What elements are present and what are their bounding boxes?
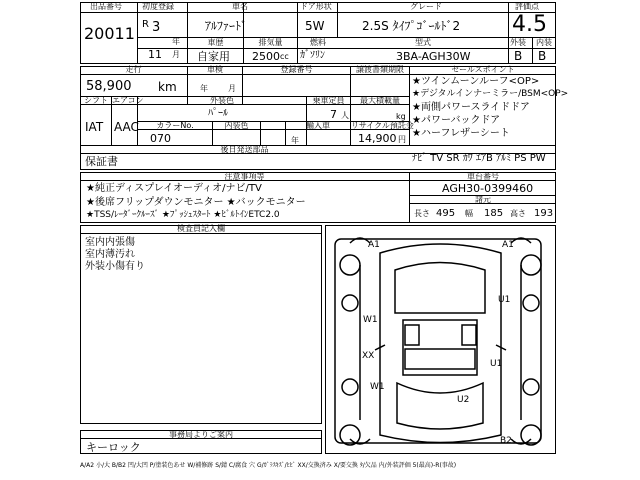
sales-point: ★両側パワースライドドア [412,102,530,113]
cc-unit: cc [280,52,289,61]
usage-label: 車歴 [207,38,224,47]
load-unit: kg [396,112,406,121]
office-label: 事務局よりご案内 [169,430,233,439]
recycle-label: リサイクル預託金 [351,121,414,130]
damage-mark: B2 [500,436,512,446]
model: 3BA-AGH30W [396,50,471,63]
int-color-label: 内装色 [224,121,249,130]
cc: 2500 [252,50,280,63]
notes-label: 注意事項等 [224,172,265,181]
door: 5W [305,19,325,33]
height: 193 [534,208,554,219]
dims-label: 諸元 [475,195,491,204]
fuel: ｶﾞｿﾘﾝ [300,50,325,61]
fuel-label: 燃料 [310,38,326,47]
chassis-label: 車台番号 [467,172,499,181]
length: 495 [436,208,456,219]
ext-label: 外装 [510,38,526,47]
capacity: 7 [330,108,337,121]
model-label: 型式 [415,38,431,47]
inspector-label: 検査員記入欄 [177,224,225,233]
car-diagram [325,225,556,454]
parts: 保証書 [85,155,118,168]
sales-point: ★ハーフレザーシート [412,128,510,139]
insp-month-unit: 月 [228,84,236,93]
capacity-unit: 人 [341,111,349,120]
damage-mark: W1 [370,382,385,392]
transfer-label: 譲渡書類期限 [356,65,404,74]
lot-no-label: 出品番号 [90,2,122,11]
sales-point: ★デジタルインナーミラー/BSM<OP> [412,89,569,99]
shift-label: シフト [84,96,108,105]
damage-mark: XX [362,351,375,361]
import-unit: 年 [291,136,299,145]
lot-no: 20011 [84,24,135,43]
sales-points [412,77,568,142]
car-name: ｱﾙﾌｧｰﾄﾞ [205,19,248,33]
insp-year-unit: 年 [200,84,208,93]
sales-label: セールスポイント [451,65,515,74]
chassis: AGH30-0399460 [442,182,534,195]
damage-mark: U1 [498,295,511,305]
ext-score: B [514,49,523,63]
inspector-line: 外装小傷有り [85,261,145,272]
score: 4.5 [512,12,547,37]
vehicle-insp-label: 車検 [207,65,223,74]
year-unit: 年 [172,37,180,46]
sales-point: ★ツインムーンルーフ<OP> [412,76,540,87]
mileage: 58,900 [86,79,132,94]
recycle: 14,900 [358,132,397,145]
width-label: 幅 [465,209,473,218]
month: 11 [148,48,162,61]
int-score: B [538,49,547,63]
mileage-label: 走行 [125,65,142,74]
equipment: ﾅﾋﾞ TV SR ｶﾜ ｴｱB ｱﾙﾐ PS PW [412,153,546,164]
legend-footer: A/A2 小/大 B/B2 凹/大凹 P/塗装色あせ W/補修跡 S/錆 C/腐食 穴 G/ｶﾞﾗｽｷｽﾞ/ﾋﾋﾞ XX/交換済み X/要交換 ﾀ/欠品 内/外装評価 5(最高)-R(事故) [80,462,457,469]
recycle-unit: 円 [398,135,406,144]
first-reg-label: 初度登録 [142,2,174,11]
door-label: ドア形状 [300,2,332,11]
ac-label: エアコン [112,96,144,105]
damage-mark: A1 [502,240,514,250]
width: 185 [484,208,504,219]
score-label: 評価点 [515,2,539,11]
color-no-label: カラーNo. [156,121,194,130]
length-label: 長さ [414,209,430,218]
year: 3 [152,20,161,35]
office: キーロック [86,441,141,454]
grade: 2.5S ﾀｲﾌﾟｺﾞｰﾙﾄﾞ2 [362,19,461,33]
damage-mark: U2 [457,395,470,405]
damage-mark: A1 [368,240,380,250]
capacity-label: 乗車定員 [312,96,345,105]
color-label: 外装色 [210,96,234,105]
note-line: ★TSS/ﾚｰﾀﾞｰｸﾙｰｽﾞ ★ﾌﾟｯｼｭｽﾀｰﾄ ★ﾋﾞﾙﾄｲﾝETC2.0 [86,210,280,220]
reg-no-label: 登録番号 [280,65,313,74]
sales-point: ★パワーバックドア [412,115,501,126]
usage: 自家用 [197,50,230,63]
damage-mark: W1 [363,315,378,325]
cc-label: 排気量 [258,38,283,47]
inspector-line: 室内内張傷 [85,237,135,248]
inspector-line: 室内薄汚れ [85,249,135,260]
note-line: ★後席フリップダウンモニター ★バックモニター [86,197,306,208]
load-label: 最大積載量 [360,96,400,105]
month-unit: 月 [172,50,180,59]
damage-mark: U1 [490,359,503,369]
import-label: 輸入車 [306,121,330,130]
color-no: 070 [150,132,171,145]
car-name-label: 車名 [232,2,248,11]
color: ﾊﾟｰﾙ [208,108,228,119]
grade-label: グレード [410,2,442,11]
note-line: ★純正ディスプレイオーディオ/ナビ/TV [86,183,262,194]
int-label: 内装 [536,38,552,47]
ac: AAC [114,120,139,134]
shift: IAT [85,120,104,134]
height-label: 高さ [510,209,526,218]
era: R [142,19,149,30]
mileage-unit: km [158,80,177,94]
parts-label: 後日発送部品 [220,145,269,154]
